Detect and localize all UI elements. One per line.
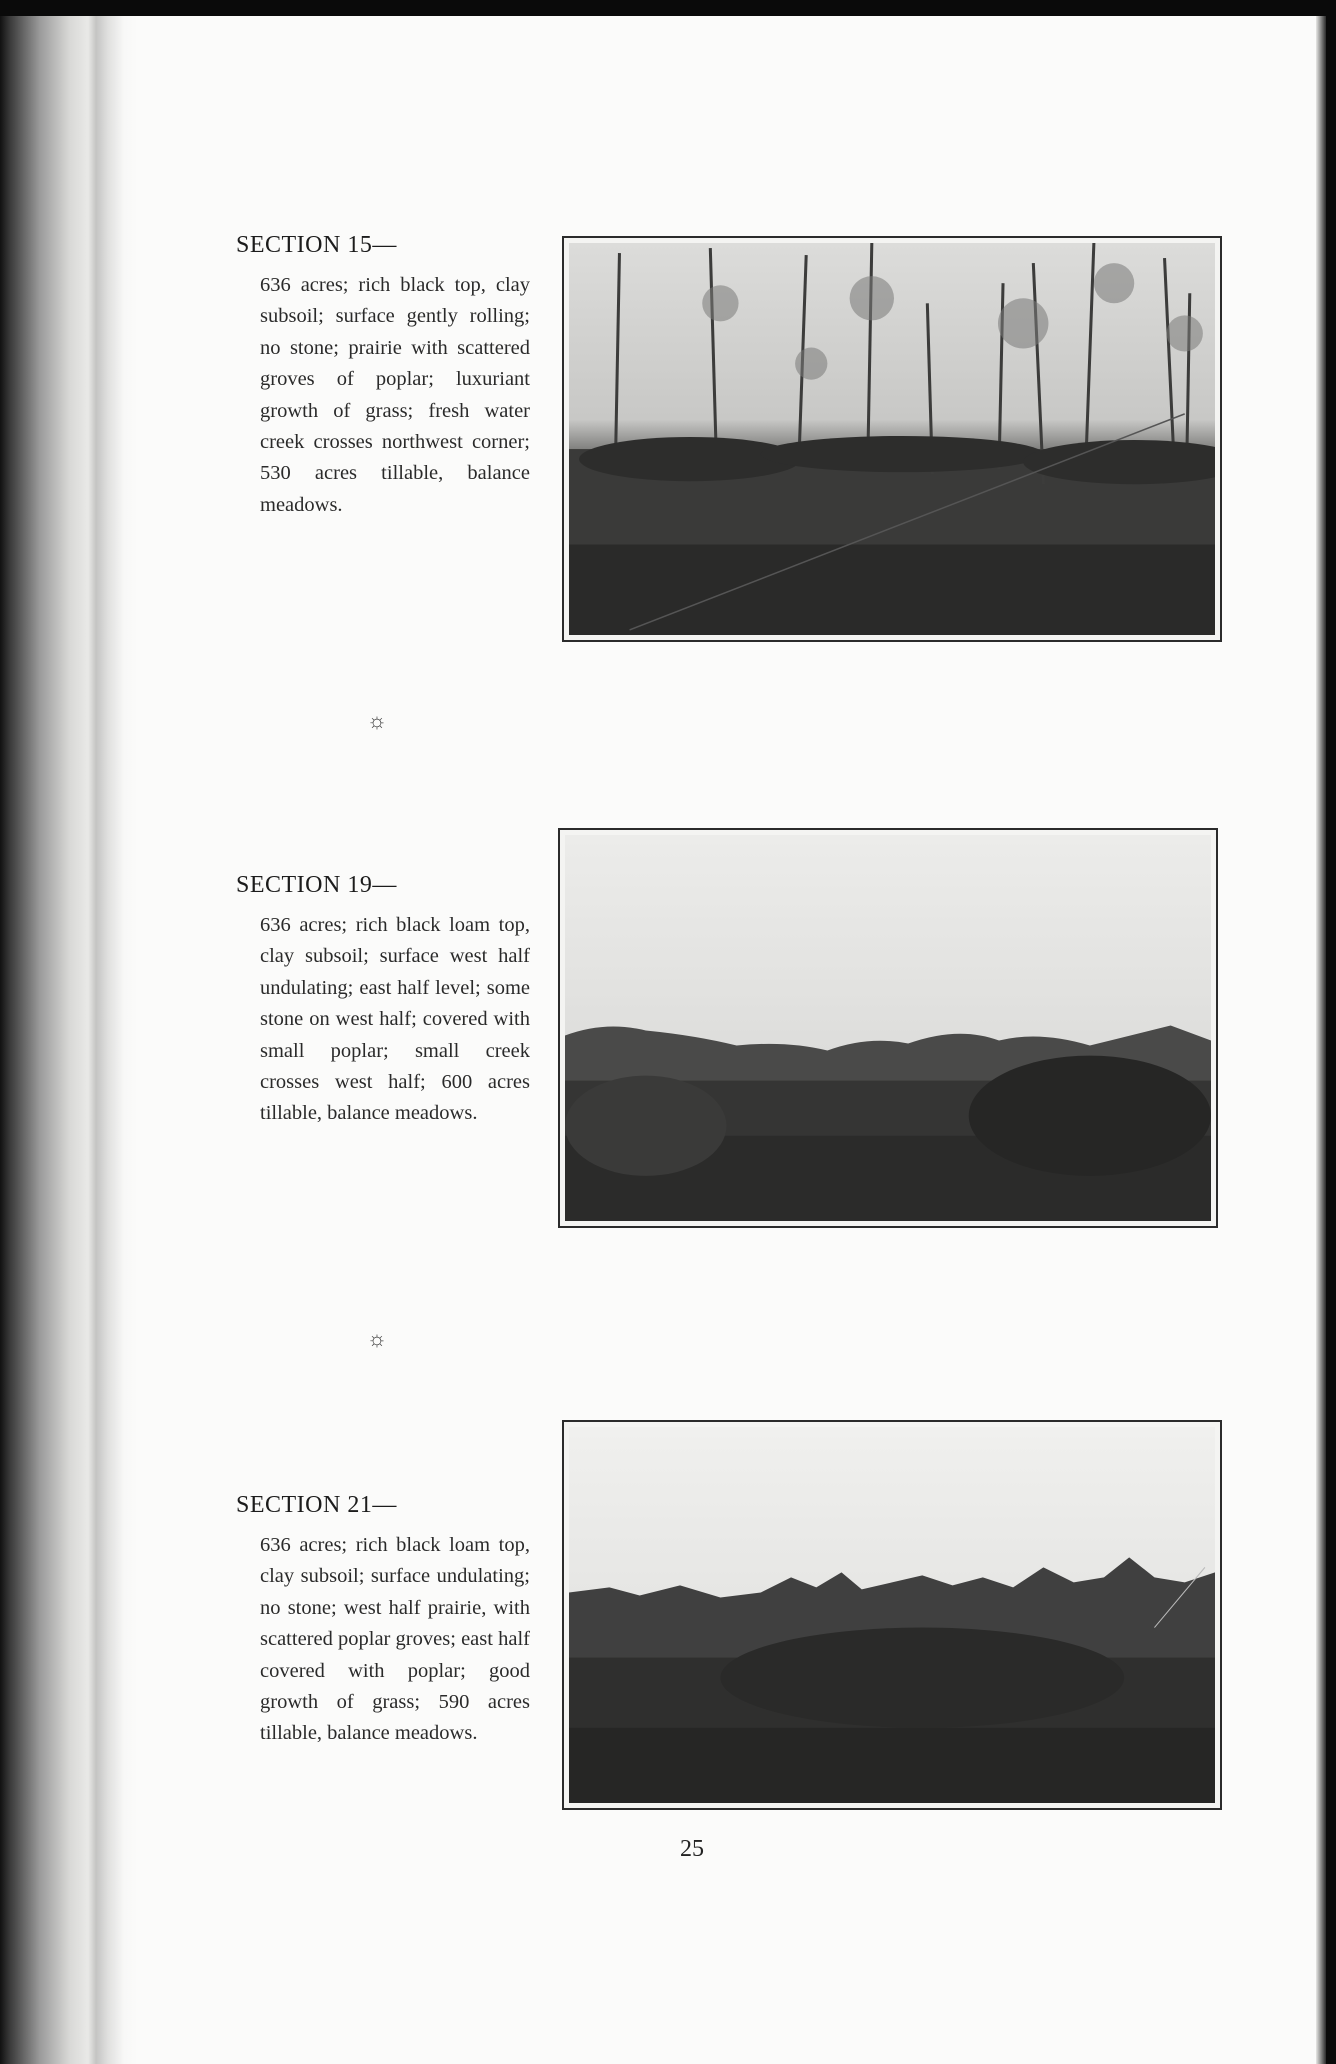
forest-edge-photo <box>569 1427 1215 1803</box>
page-edge <box>1316 16 1326 2064</box>
section-19-heading: SECTION 19— <box>236 872 397 898</box>
section-21-photo <box>562 1420 1222 1810</box>
section-15-heading: SECTION 15— <box>236 232 397 258</box>
page-number: 25 <box>680 1836 704 1862</box>
section-21-description: 636 acres; rich black loam top, clay subsoil; surface undulating; no stone; west half prairie, with scattered poplar groves; east half covered with poplar; good growth of grass; 590 acres tillable, balance meadows. <box>260 1534 530 1745</box>
section-divider-ornament: ☼ <box>366 708 388 733</box>
section-divider-ornament: ☼ <box>366 1326 388 1351</box>
section-21-heading: SECTION 21— <box>236 1492 397 1518</box>
section-19-description: 636 acres; rich black loam top, clay subsoil; surface west half undulating; east half level; some stone on west half; covered with small poplar; small creek crosses west half; 600 acres tillable, balance meadows. <box>260 914 530 1125</box>
section-19-photo <box>558 828 1218 1228</box>
gutter-shadow <box>88 16 124 2064</box>
section-15-photo <box>562 236 1222 642</box>
treeline-photo <box>565 835 1211 1221</box>
poplar-grove-photo <box>569 243 1215 635</box>
section-15-description: 636 acres; rich black top, clay subsoil; surface gently rolling; no stone; prairie with scattered groves of poplar; luxuriant growth of grass; fresh water creek crosses northwest corner; 530 acres tillable, balance meadows. <box>260 274 530 516</box>
